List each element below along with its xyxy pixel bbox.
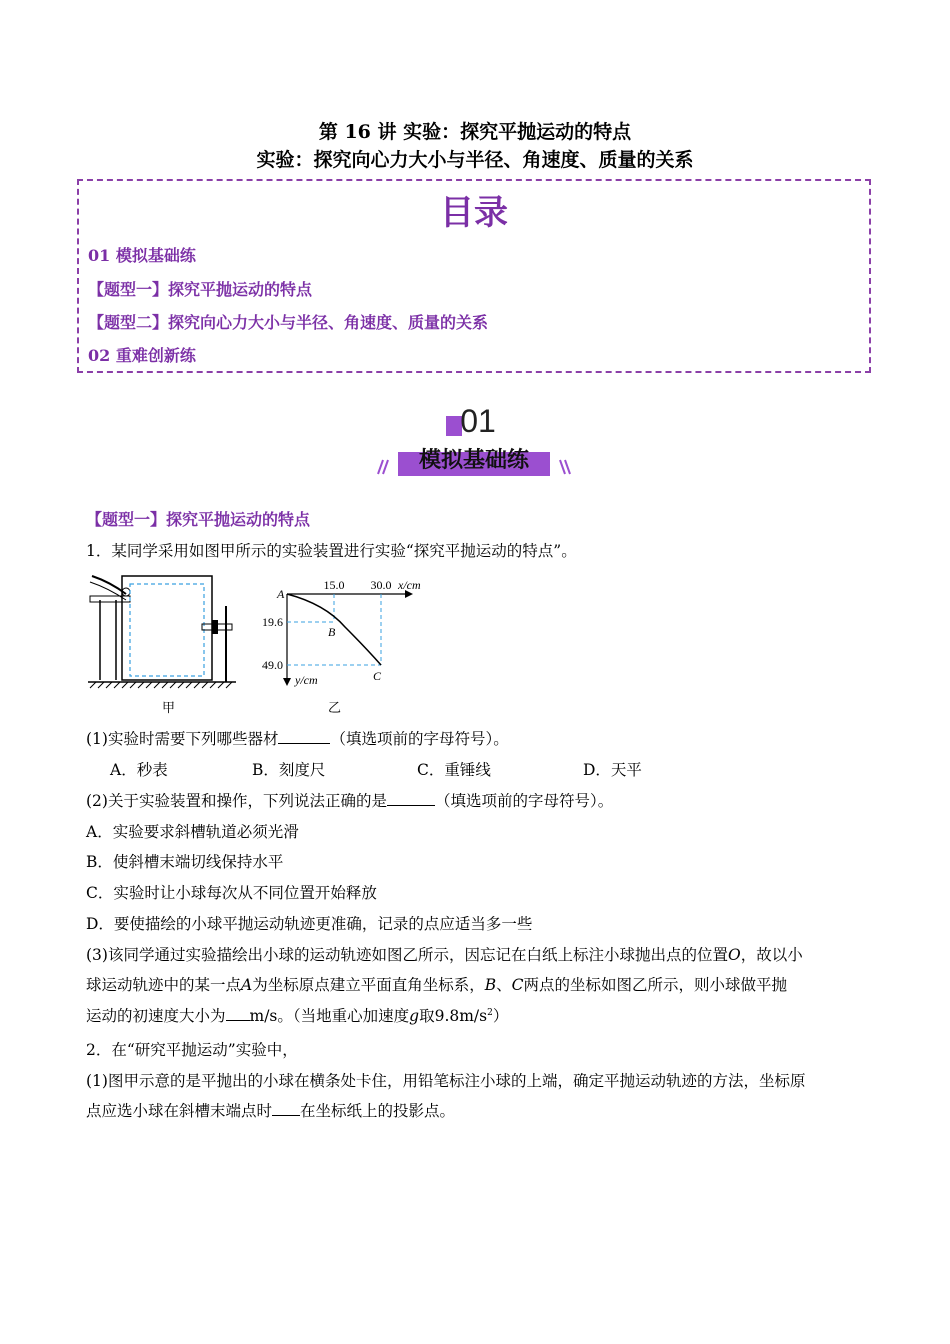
page-subtitle: 实验：探究向心力大小与半径、角速度、质量的关系 (256, 149, 694, 171)
answer-blank[interactable] (226, 1006, 250, 1021)
toc-heading: 目录 (440, 193, 508, 233)
q1-part3-line1: (3)该同学通过实验描绘出小球的运动轨迹如图乙所示，因忘记在白纸上标注小球抛出点的位置O，故以小 (86, 946, 803, 964)
figure-apparatus (86, 570, 246, 710)
toc-item-advanced[interactable]: 02 重难创新练 (88, 346, 196, 365)
toc-item-type2[interactable]: 【题型二】探究向心力大小与半径、角速度、质量的关系 (88, 313, 489, 332)
q1-part2-option-a[interactable]: A．实验要求斜槽轨道必须光滑 (86, 823, 299, 841)
q1-stem: 1．某同学采用如图甲所示的实验装置进行实验“探究平抛运动的特点”。 (86, 542, 577, 560)
x-tick-2: 30.0 (370, 578, 392, 592)
q1-option-d[interactable]: D．天平 (583, 761, 642, 779)
x-tick-1: 15.0 (323, 578, 345, 592)
y-tick-1: 19.6 (262, 615, 283, 629)
point-c-label: C (373, 669, 382, 683)
section-number: 01 (460, 403, 496, 439)
q1-part2-option-d[interactable]: D．要使描绘的小球平抛运动轨迹更准确，记录的点应适当多一些 (86, 915, 533, 933)
section-label: 模拟基础练 (418, 448, 530, 473)
y-tick-2: 49.0 (262, 658, 283, 672)
q1-part3-line3: 运动的初速度大小为 m/s。（当地重心加速度g取$9.8m/s^2$） (86, 1007, 509, 1025)
y-axis-label: y/cm (295, 673, 318, 687)
figure-label-right: 乙 (328, 701, 342, 716)
section-banner (370, 400, 580, 480)
toc-item-basic[interactable]: 01 模拟基础练 (88, 246, 196, 265)
page-title: 第 16 讲 实验：探究平抛运动的特点 (318, 121, 632, 143)
q2-part1-line2: 点应选小球在斜槽末端点时 在坐标纸上的投影点。 (86, 1102, 456, 1120)
x-axis-label: x/cm (398, 578, 421, 592)
q1-part2-option-c[interactable]: C．实验时让小球每次从不同位置开始释放 (86, 884, 377, 902)
answer-blank[interactable] (272, 1101, 300, 1116)
q1-part2: (2)关于实验装置和操作，下列说法正确的是 （填选项前的字母符号）。 (86, 792, 614, 810)
point-a-label: A (277, 587, 285, 601)
q1-option-c[interactable]: C．重锤线 (417, 761, 491, 779)
q1-part1: (1)实验时需要下列哪些器材 （填选项前的字母符号）。 (86, 730, 509, 748)
q2-stem: 2．在“研究平抛运动”实验中， (86, 1041, 298, 1059)
figure-trajectory (255, 572, 435, 702)
answer-blank[interactable] (278, 729, 330, 744)
q1-option-a[interactable]: A．秒表 (110, 761, 168, 779)
q1-part3-line2: 球运动轨迹中的某一点A为坐标原点建立平面直角坐标系，B、C两点的坐标如图乙所示，则小球做平抛 (86, 976, 788, 994)
toc-box (77, 179, 871, 373)
toc-item-type1[interactable]: 【题型一】探究平抛运动的特点 (88, 280, 313, 299)
q1-part2-option-b[interactable]: B．使斜槽末端切线保持水平 (86, 853, 284, 871)
point-b-label: B (328, 625, 336, 639)
figure-label-left: 甲 (162, 701, 176, 716)
type-heading: 【题型一】探究平抛运动的特点 (86, 510, 311, 529)
q2-part1-line1: (1)图甲示意的是平抛出的小球在横条处卡住，用铅笔标注小球的上端，确定平抛运动轨迹的方法，坐标原 (86, 1072, 806, 1090)
answer-blank[interactable] (387, 791, 435, 806)
q1-option-b[interactable]: B．刻度尺 (252, 761, 326, 779)
